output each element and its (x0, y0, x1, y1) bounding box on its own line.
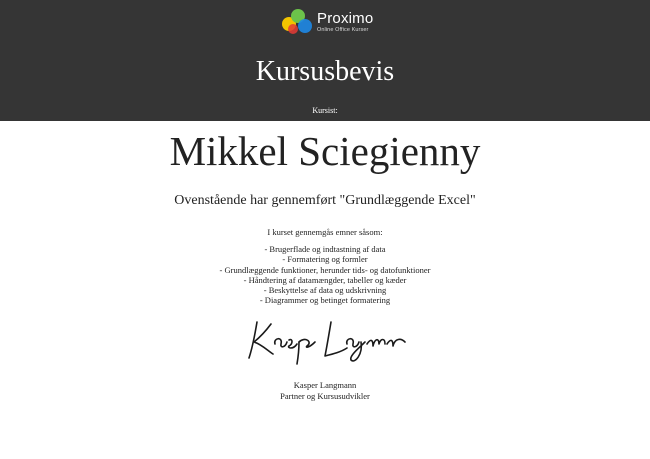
topic-item: - Brugerflade og indtastning af data (264, 244, 386, 254)
certificate-header (0, 0, 650, 121)
topic-item: - Beskyttelse af data og udskrivning (263, 285, 387, 296)
topics-list (0, 244, 650, 306)
topic-item: - Formatering og formler (282, 254, 368, 265)
topic-item: - Håndtering af datamængder, tabeller og kæder (243, 274, 407, 285)
brand-tagline: Online Office Kurser (317, 26, 369, 33)
student-name: Mikkel Sciegienny (169, 128, 481, 174)
completion-statement: Ovenstående har gennemført "Grundlæggende Excel" (174, 193, 476, 208)
signer-name: Kasper Langmann (293, 380, 357, 390)
proximo-logo (282, 9, 373, 35)
certificate-title: Kursusbevis (255, 56, 395, 87)
topic-item: - Grundlæggende funktioner, herunder tids- og datofunktioner (219, 264, 431, 275)
topic-item: - Diagrammer og betinget formatering (259, 295, 391, 306)
proximo-logo-icon (282, 9, 316, 35)
handwritten-signature (243, 314, 411, 370)
signer-role: Partner og Kursusudvikler (280, 391, 370, 401)
topics-intro: I kurset gennemgås emner såsom: (267, 227, 383, 237)
brand-name: Proximo (317, 9, 374, 27)
kursist-label: Kursist: (312, 106, 338, 115)
